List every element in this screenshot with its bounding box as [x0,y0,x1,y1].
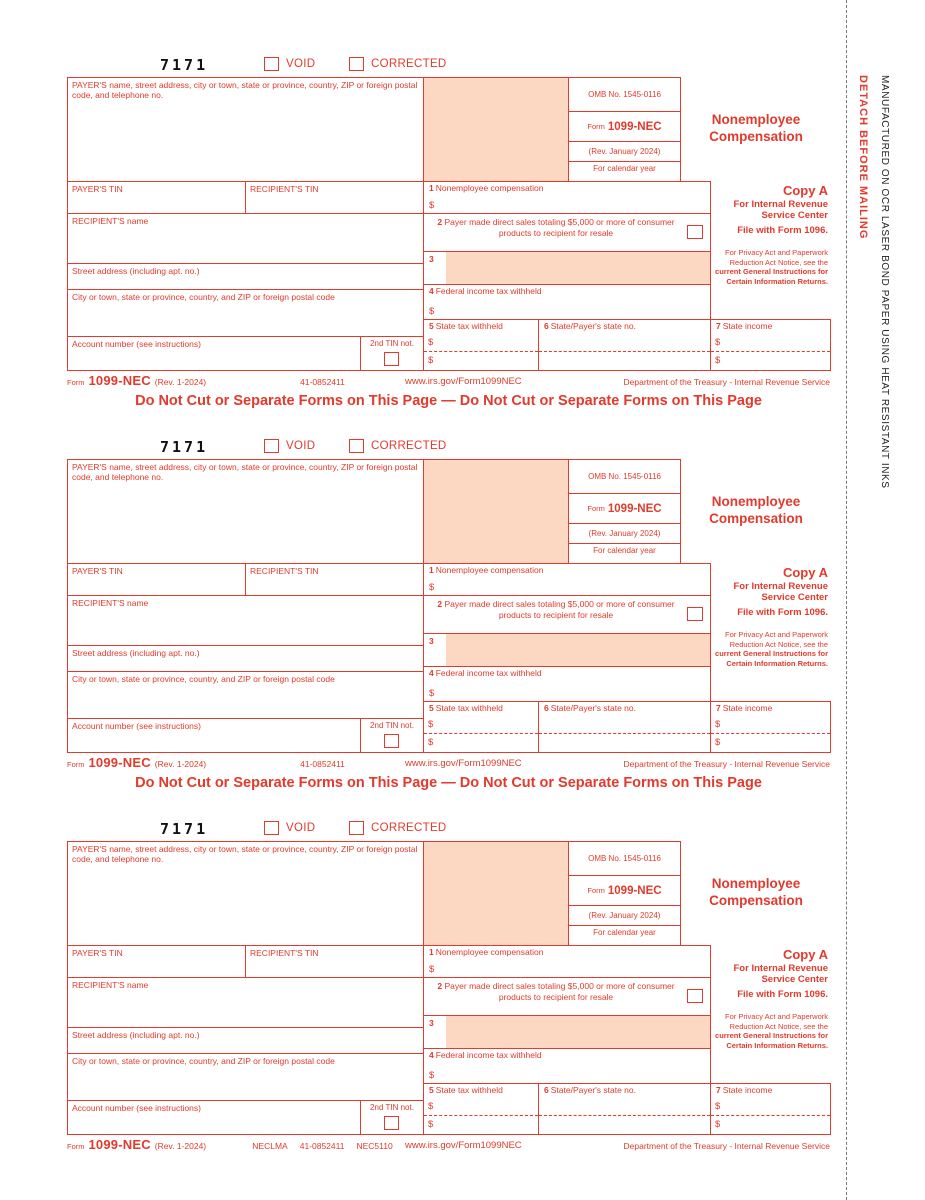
cut-notice: Do Not Cut or Separate Forms on This Page — Do Not Cut or Separate Forms on This Page [135,393,762,409]
second-tin-checkbox[interactable] [384,352,399,366]
box5-text: State tax withheld [435,1085,503,1095]
box5-state-tax-withheld[interactable] [424,1083,539,1135]
dollar-sign: $ [428,737,434,748]
box7-state-income[interactable] [711,1083,831,1135]
dollar-sign: $ [429,1070,435,1081]
payer-tin-field[interactable] [68,563,246,595]
recipient-name-field[interactable] [68,213,424,263]
privacy-notice [711,630,828,669]
payer-tin-field[interactable] [68,181,246,213]
recipient-name-field[interactable] [68,977,424,1027]
form-header-row [67,55,830,77]
omb-number-label [569,842,680,876]
account-number-label: Account number (see instructions) [72,339,201,349]
box2-checkbox[interactable] [687,989,703,1003]
corrected-checkbox[interactable] [349,439,364,453]
account-number-field[interactable] [68,718,361,753]
privacy-bold-text: current General Instructions for Certain Information Returns. [715,649,828,669]
form-body [67,841,830,1135]
payer-info-field[interactable] [68,841,424,945]
box5-row2[interactable] [424,355,538,366]
form-number-label [569,876,680,906]
footer-form-number: 1099-NEC [88,1137,151,1152]
dollar-sign: $ [429,306,435,317]
print-code-left: NECLMA [252,1141,288,1151]
box4-label [424,285,710,297]
footer-form-number: 1099-NEC [88,373,151,388]
box5-row2[interactable] [424,1119,538,1130]
privacy-bold-text: current General Instructions for Certain Information Returns. [715,267,828,287]
footer-revision: (Rev. 1-2024) [154,759,207,769]
city-state-zip-field[interactable] [68,671,424,718]
box7-row1[interactable] [711,1101,830,1116]
file-with-form-1096-label: File with Form 1096. [737,988,828,1000]
dollar-sign: $ [428,355,434,366]
box7-row2[interactable] [711,355,830,366]
box2-direct-sales [424,595,711,633]
void-checkbox[interactable] [264,57,279,71]
footer-codes [235,1141,410,1151]
box4-federal-tax-withheld[interactable] [424,1048,711,1083]
form-title [681,459,831,563]
privacy-bold-text: current General Instructions for Certain Information Returns. [715,1031,828,1051]
payer-tin-label: PAYER'S TIN [72,566,123,576]
form-title-line2: Compensation [709,129,803,144]
recipient-tin-field[interactable] [246,563,424,595]
box4-number: 4 [429,1050,434,1060]
form-word: Form [587,886,605,895]
file-with-form-1096-label: File with Form 1096. [737,224,828,236]
for-irs-label: For Internal Revenue Service Center [733,581,828,604]
box6-text: State/Payer's state no. [550,703,636,713]
box6-text: State/Payer's state no. [550,1085,636,1095]
omb-number-text: OMB No. 1545-0116 [588,472,661,481]
box4-text: Federal income tax withheld [435,668,542,678]
copy-a-label: Copy A [782,947,828,962]
form-code-7171: 7171 [160,438,209,456]
second-tin-checkbox[interactable] [384,734,399,748]
void-label: VOID [286,440,316,452]
form-footer [67,755,830,773]
box2-number: 2 [437,599,443,609]
account-number-label: Account number (see instructions) [72,1103,201,1113]
footer-revision: (Rev. 1-2024) [154,377,207,387]
recipient-name-label: RECIPIENT'S name [72,598,149,608]
recipient-tin-label: RECIPIENT'S TIN [250,948,319,958]
box6-row1[interactable] [539,337,710,352]
box7-label [711,1084,830,1096]
omb-box [569,459,681,563]
treasury-department-label: Department of the Treasury - Internal Revenue Service [623,1141,830,1151]
box4-text: Federal income tax withheld [435,286,542,296]
box3-number: 3 [429,636,434,646]
shaded-area-top [424,77,569,181]
form-word: Form [587,122,605,131]
box7-text: State income [722,321,773,331]
street-address-label: Street address (including apt. no.) [72,1030,200,1040]
street-address-field[interactable] [68,263,424,289]
account-number-field[interactable] [68,336,361,371]
footer-form-word: Form [67,1142,85,1151]
perforation-line [846,0,847,1200]
form-title [681,841,831,945]
payer-info-label: PAYER'S name, street address, city or town, state or province, country, ZIP or foreign postal code, and telephone no. [72,844,418,865]
account-number-field[interactable] [68,1100,361,1135]
box1-text: Nonemployee compensation [435,947,544,957]
footer-form-id [67,1137,206,1152]
payer-info-field[interactable] [68,77,424,181]
box3-shaded [424,633,711,666]
catalog-number: 41-0852411 [300,377,345,387]
form-number-text: 1099-NEC [607,502,662,515]
box3-shade-area [446,1016,710,1048]
box6-number: 6 [544,321,549,331]
box6-text: State/Payer's state no. [550,321,636,331]
box4-label [424,667,710,679]
box1-nonemployee-compensation[interactable] [424,945,711,977]
form-header-row [67,819,830,841]
for-irs-label: For Internal Revenue Service Center [733,963,828,986]
city-state-zip-label: City or town, state or province, country, and ZIP or foreign postal code [72,1056,335,1066]
form-footer [67,373,830,391]
file-with-form-1096-label: File with Form 1096. [737,606,828,618]
dollar-sign: $ [715,737,721,748]
omb-number-label [569,78,680,112]
manufactured-on-ocr-paper-label: MANUFACTURED ON OCR LASER BOND PAPER USING HEAT RESISTANT INKS [879,75,890,489]
box2-checkbox[interactable] [687,225,703,239]
box5-label [424,1084,538,1096]
dollar-sign: $ [429,688,435,699]
form-title-line1: Nonemployee [711,876,801,892]
footer-form-word: Form [67,378,85,387]
corrected-checkbox[interactable] [349,57,364,71]
box5-row1[interactable] [424,719,538,734]
box6-state-payer-number[interactable] [539,1083,711,1135]
corrected-checkbox[interactable] [349,821,364,835]
street-address-label: Street address (including apt. no.) [72,266,200,276]
box2-number: 2 [437,981,443,991]
footer-codes [235,759,410,769]
detach-before-mailing-label: DETACH BEFORE MAILING [857,75,869,240]
irs-url: www.irs.gov/Form1099NEC [405,376,522,387]
box2-label [424,596,710,620]
form-number-label [569,112,680,142]
dollar-sign: $ [715,1119,721,1130]
privacy-text: For Privacy Act and Paperwork Reduction Act Notice, see the [725,1011,828,1031]
form-number-text: 1099-NEC [607,884,662,897]
box1-text: Nonemployee compensation [435,565,544,575]
box2-label [424,214,710,238]
box6-label [539,320,710,332]
box2-direct-sales [424,213,711,251]
calendar-year-field[interactable]: For calendar year [593,164,656,173]
city-state-zip-field[interactable] [68,1053,424,1100]
box6-state-payer-number[interactable] [539,701,711,753]
footer-form-word: Form [67,760,85,769]
omb-number-text: OMB No. 1545-0116 [588,90,661,99]
dollar-sign: $ [429,582,435,593]
footer-form-id [67,755,206,770]
dollar-sign: $ [429,964,435,975]
void-label: VOID [286,58,316,70]
form-1099nec-copy [67,55,830,413]
irs-url: www.irs.gov/Form1099NEC [405,758,522,769]
box6-label [539,702,710,714]
box1-number: 1 [429,947,434,957]
recipient-name-field[interactable] [68,595,424,645]
dollar-sign: $ [428,719,434,730]
city-state-zip-label: City or town, state or province, country, and ZIP or foreign postal code [72,674,335,684]
second-tin-label: 2nd TIN not. [370,721,414,730]
form-header-row [67,437,830,459]
form-code-7171: 7171 [160,820,209,838]
box7-label [711,702,830,714]
second-tin-cell [361,718,424,753]
box7-number: 7 [716,321,721,331]
cut-notice: Do Not Cut or Separate Forms on This Page — Do Not Cut or Separate Forms on This Page [135,775,762,791]
omb-box [569,77,681,181]
catalog-number: 41-0852411 [299,1141,345,1151]
form-number-text: 1099-NEC [607,120,662,133]
treasury-department-label: Department of the Treasury - Internal Revenue Service [623,377,830,387]
box5-row1[interactable] [424,337,538,352]
omb-number-text: OMB No. 1545-0116 [588,854,661,863]
street-address-field[interactable] [68,1027,424,1053]
copy-a-area [711,563,831,701]
box7-label [711,320,830,332]
box5-label [424,320,538,332]
catalog-number: 41-0852411 [300,759,345,769]
box6-row1[interactable] [539,1101,710,1116]
account-number-label: Account number (see instructions) [72,721,201,731]
box2-label [424,978,710,1002]
box3-shaded [424,1015,711,1048]
form-title-line2: Compensation [709,511,803,526]
form-body [67,459,830,753]
revision-label: (Rev. January 2024) [569,142,680,162]
payer-tin-label: PAYER'S TIN [72,948,123,958]
payer-info-label: PAYER'S name, street address, city or town, state or province, country, ZIP or foreign postal code, and telephone no. [72,80,418,101]
privacy-text: For Privacy Act and Paperwork Reduction Act Notice, see the [725,629,828,649]
recipient-tin-label: RECIPIENT'S TIN [250,184,319,194]
dollar-sign: $ [715,355,721,366]
box5-row2[interactable] [424,737,538,748]
form-title-line2: Compensation [709,893,803,908]
footer-codes [235,377,410,387]
calendar-year-field[interactable]: For calendar year [593,928,656,937]
omb-box [569,841,681,945]
treasury-department-label: Department of the Treasury - Internal Revenue Service [623,759,830,769]
dollar-sign: $ [428,337,434,348]
box2-number: 2 [437,217,443,227]
box3-number: 3 [429,254,434,264]
box5-state-tax-withheld[interactable] [424,319,539,371]
city-state-zip-field[interactable] [68,289,424,336]
box5-text: State tax withheld [435,321,503,331]
form-body [67,77,830,371]
copy-a-label: Copy A [782,183,828,198]
revision-label: (Rev. January 2024) [569,906,680,926]
box6-row1[interactable] [539,719,710,734]
box2-text: Payer made direct sales totaling $5,000 or more of consumer products to recipient for resale [444,981,675,1002]
box7-row2[interactable] [711,1119,830,1130]
form-footer [67,1137,830,1155]
box4-text: Federal income tax withheld [435,1050,542,1060]
box7-state-income[interactable] [711,701,831,753]
box4-federal-tax-withheld[interactable] [424,666,711,701]
form-title-line1: Nonemployee [711,494,801,510]
box7-number: 7 [716,1085,721,1095]
box6-state-payer-number[interactable] [539,319,711,371]
recipient-name-label: RECIPIENT'S name [72,216,149,226]
box7-number: 7 [716,703,721,713]
box6-number: 6 [544,703,549,713]
box3-shade-area [446,634,710,666]
recipient-tin-field[interactable] [246,181,424,213]
void-checkbox[interactable] [264,821,279,835]
second-tin-cell [361,1100,424,1135]
recipient-name-label: RECIPIENT'S name [72,980,149,990]
copy-a-area [711,181,831,319]
box7-text: State income [722,703,773,713]
box2-text: Payer made direct sales totaling $5,000 or more of consumer products to recipient for resale [444,217,675,238]
corrected-label: CORRECTED [371,822,447,834]
box1-text: Nonemployee compensation [435,183,544,193]
calendar-year-field[interactable]: For calendar year [593,546,656,555]
box5-number: 5 [429,703,434,713]
box1-label [424,946,710,958]
copy-a-label: Copy A [782,565,828,580]
street-address-field[interactable] [68,645,424,671]
revision-label: (Rev. January 2024) [569,524,680,544]
form-1099nec-copy [67,437,830,795]
payer-tin-field[interactable] [68,945,246,977]
for-irs-label: For Internal Revenue Service Center [733,199,828,222]
form-title [681,77,831,181]
footer-form-number: 1099-NEC [88,755,151,770]
payer-info-field[interactable] [68,459,424,563]
box1-number: 1 [429,565,434,575]
box6-label [539,1084,710,1096]
box5-number: 5 [429,321,434,331]
box4-number: 4 [429,286,434,296]
box6-number: 6 [544,1085,549,1095]
payer-tin-label: PAYER'S TIN [72,184,123,194]
second-tin-cell [361,336,424,371]
corrected-label: CORRECTED [371,58,447,70]
recipient-tin-field[interactable] [246,945,424,977]
dollar-sign: $ [715,719,721,730]
box2-text: Payer made direct sales totaling $5,000 or more of consumer products to recipient for resale [444,599,675,620]
box5-state-tax-withheld[interactable] [424,701,539,753]
dollar-sign: $ [715,1101,721,1112]
box1-nonemployee-compensation[interactable] [424,181,711,213]
box1-nonemployee-compensation[interactable] [424,563,711,595]
copy-a-area [711,945,831,1083]
irs-url: www.irs.gov/Form1099NEC [405,1140,522,1151]
footer-revision: (Rev. 1-2024) [154,1141,207,1151]
privacy-notice [711,1012,828,1051]
box2-checkbox[interactable] [687,607,703,621]
box1-label [424,182,710,194]
shaded-area-top [424,459,569,563]
footer-form-id [67,373,206,388]
corrected-label: CORRECTED [371,440,447,452]
form-number-label [569,494,680,524]
box7-row1[interactable] [711,719,830,734]
box7-row1[interactable] [711,337,830,352]
void-label: VOID [286,822,316,834]
box4-label [424,1049,710,1061]
box5-number: 5 [429,1085,434,1095]
box5-text: State tax withheld [435,703,503,713]
dollar-sign: $ [715,337,721,348]
recipient-tin-label: RECIPIENT'S TIN [250,566,319,576]
box2-direct-sales [424,977,711,1015]
privacy-notice [711,248,828,287]
privacy-text: For Privacy Act and Paperwork Reduction Act Notice, see the [725,247,828,267]
box5-row1[interactable] [424,1101,538,1116]
form-title-line1: Nonemployee [711,112,801,128]
second-tin-label: 2nd TIN not. [370,339,414,348]
dollar-sign: $ [428,1119,434,1130]
box4-federal-tax-withheld[interactable] [424,284,711,319]
omb-number-label [569,460,680,494]
box3-shade-area [446,252,710,284]
box7-row2[interactable] [711,737,830,748]
form-code-7171: 7171 [160,56,209,74]
box4-number: 4 [429,668,434,678]
second-tin-label: 2nd TIN not. [370,1103,414,1112]
print-code-right: NEC5110 [356,1141,393,1151]
box7-state-income[interactable] [711,319,831,371]
box3-shaded [424,251,711,284]
dollar-sign: $ [429,200,435,211]
second-tin-checkbox[interactable] [384,1116,399,1130]
form-word: Form [587,504,605,513]
street-address-label: Street address (including apt. no.) [72,648,200,658]
box3-number: 3 [429,1018,434,1028]
box1-number: 1 [429,183,434,193]
city-state-zip-label: City or town, state or province, country, and ZIP or foreign postal code [72,292,335,302]
dollar-sign: $ [428,1101,434,1112]
form-1099nec-copy [67,819,830,1155]
payer-info-label: PAYER'S name, street address, city or town, state or province, country, ZIP or foreign postal code, and telephone no. [72,462,418,483]
box5-label [424,702,538,714]
box7-text: State income [722,1085,773,1095]
box1-label [424,564,710,576]
void-checkbox[interactable] [264,439,279,453]
shaded-area-top [424,841,569,945]
